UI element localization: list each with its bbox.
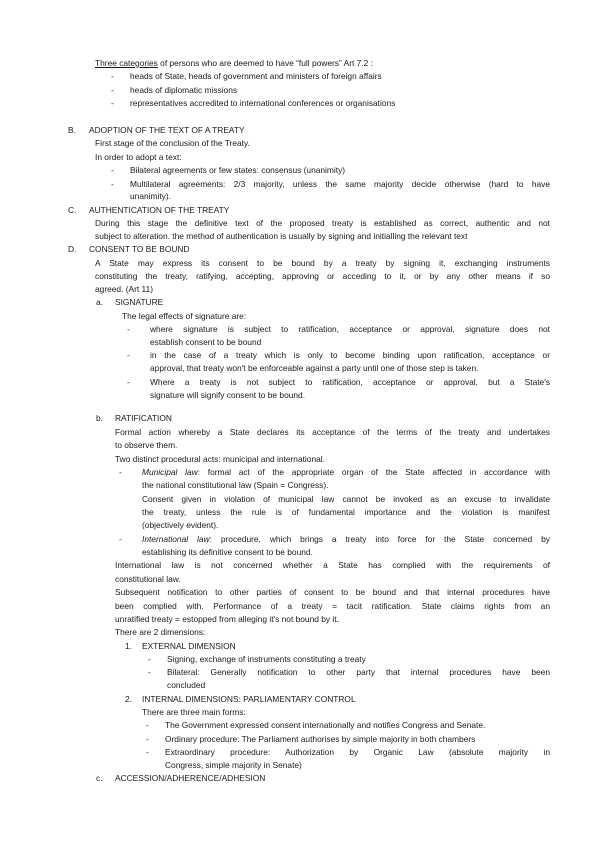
list-item-continuation: signature will signify consent to be bound.: [150, 390, 306, 400]
list-item-continuation: unanimity).: [130, 191, 171, 201]
section-c-title: AUTHENTICATION OF THE TREATY: [89, 205, 230, 215]
three-categories-label: Three categories: [95, 58, 158, 68]
section-d-title: CONSENT TO BE BOUND: [89, 244, 190, 254]
bullet-dash: -: [111, 98, 114, 108]
international-law-term: International law: [142, 534, 210, 544]
paragraph: the treaty, unless the rule is of fundamental importance and the violation is manifest: [142, 507, 550, 517]
bullet-dash: -: [146, 747, 149, 757]
paragraph: (objectively evident).: [142, 520, 219, 530]
external-dimension-title: EXTERNAL DIMENSION: [142, 641, 236, 651]
subsection-a-title: SIGNATURE: [115, 297, 164, 307]
bullet-dash: -: [148, 654, 151, 664]
full-powers-intro: Three categories of persons who are deemed to have “full powers” Art 7.2 :: [95, 58, 373, 68]
list-item: heads of diplomatic missions: [130, 85, 238, 95]
paragraph: agreed. (Art 11): [95, 284, 154, 294]
numbered-marker: 1.: [125, 641, 132, 651]
list-item-continuation: Congress, simple majority in Senate): [165, 760, 302, 770]
bullet-dash: -: [119, 534, 122, 544]
municipal-law-item: Municipal law: formal act of the appropriate organ of the State affected in accordance with: [142, 467, 550, 477]
list-item-continuation: establishing its definitive consent to be bound.: [142, 547, 313, 557]
paragraph: been complied with. Performance of a treaty = tacit ratification. State claims rights from an: [115, 601, 550, 611]
list-item: representatives accredited to international conferences or organisations: [130, 98, 396, 108]
paragraph: Consent given in violation of municipal law cannot be invoked as an excuse to invalidate: [142, 494, 550, 504]
municipal-law-term: Municipal law: [142, 467, 198, 477]
section-b-title: ADOPTION OF THE TEXT OF A TREATY: [89, 125, 245, 135]
section-b-marker: B.: [68, 125, 76, 135]
list-item: Ordinary procedure: The Parliament authorises by simple majority in both chambers: [165, 734, 476, 744]
list-item: Bilateral: Generally notification to other party that internal procedures have been: [167, 667, 550, 677]
paragraph: There are 2 dimensions:: [115, 627, 206, 637]
list-item: Bilateral agreements or few states: consensus (unanimity): [130, 165, 346, 175]
subsection-b-title: RATIFICATION: [115, 413, 172, 423]
list-item: where signature is subject to ratification, acceptance or approval, signature does not: [150, 324, 550, 334]
bullet-dash: -: [111, 85, 114, 95]
bullet-dash: -: [146, 720, 149, 730]
section-c-marker: C.: [68, 205, 77, 215]
paragraph: The legal effects of signature are:: [122, 311, 247, 321]
bullet-dash: -: [127, 350, 130, 360]
paragraph: Two distinct procedural acts: municipal and international.: [115, 454, 325, 464]
bullet-dash: -: [146, 734, 149, 744]
paragraph: First stage of the conclusion of the Treaty.: [95, 138, 250, 148]
list-item: in the case of a treaty which is only to become binding upon ratification, acceptance or: [150, 350, 550, 360]
bullet-dash: -: [119, 467, 122, 477]
paragraph: International law is not concerned whether a State has complied with the requirements of: [115, 560, 550, 570]
list-item: Where a treaty is not subject to ratification, acceptance or approval, but a State's: [150, 377, 550, 387]
paragraph: constitutional law.: [115, 574, 181, 584]
internal-dimensions-title: INTERNAL DIMENSIONS: PARLIAMENTARY CONTROL: [142, 694, 356, 704]
list-item-continuation: the national constitutional law (Spain = Congress).: [142, 480, 329, 490]
subsection-c-marker: c.: [96, 773, 103, 783]
bullet-dash: -: [127, 324, 130, 334]
list-item-continuation: approval, that treaty won't be enforceable against a party until one of those step is taken.: [150, 363, 479, 373]
list-item: Extraordinary procedure: Authorization by Organic Law (absolute majority in: [165, 747, 550, 757]
numbered-marker: 2.: [125, 694, 132, 704]
bullet-dash: -: [111, 71, 114, 81]
paragraph: There are three main forms:: [142, 707, 246, 717]
paragraph: unratified treaty = estopped from alleging it's not bound by it.: [115, 614, 339, 624]
section-d-marker: D.: [68, 244, 77, 254]
list-item: The Government expressed consent internationally and notifies Congress and Senate.: [165, 720, 486, 730]
list-item: heads of State, heads of government and ministers of foreign affairs: [130, 71, 382, 81]
paragraph: subject to alteration. the method of authentication is usually by signing and initialling the relevant text: [95, 231, 468, 241]
list-item: Signing, exchange of instruments constituting a treaty: [167, 654, 366, 664]
bullet-dash: -: [111, 179, 114, 189]
paragraph: During this stage the definitive text of the proposed treaty is established as correct, authentic and not: [95, 218, 550, 228]
list-item-continuation: concluded: [167, 680, 206, 690]
bullet-dash: -: [111, 165, 114, 175]
paragraph: Subsequent notification to other parties of consent to be bound and that internal procedures have: [115, 587, 550, 597]
subsection-a-marker: a.: [96, 297, 103, 307]
subsection-b-marker: b.: [96, 413, 103, 423]
paragraph: A State may express its consent to be bound by a treaty by signing it, exchanging instruments: [95, 258, 550, 268]
list-item-continuation: establish consent to be bound: [150, 337, 262, 347]
bullet-dash: -: [148, 667, 151, 677]
paragraph: In order to adopt a text:: [95, 152, 182, 162]
paragraph: to observe them.: [115, 440, 178, 450]
subsection-c-title: ACCESSION/ADHERENCE/ADHESION: [115, 773, 266, 783]
paragraph: constituting the treaty, ratifying, accepting, approving or acceding to it, or by any other means if so: [95, 271, 550, 281]
international-law-item: International law: procedure, which brings a treaty into force for the State concerned by: [142, 534, 550, 544]
bullet-dash: -: [127, 377, 130, 387]
paragraph: Formal action whereby a State declares its acceptance of the terms of the treaty and undertakes: [115, 427, 550, 437]
list-item: Multilateral agreements: 2/3 majority, unless the same majority decide otherwise (hard to have: [130, 179, 550, 189]
